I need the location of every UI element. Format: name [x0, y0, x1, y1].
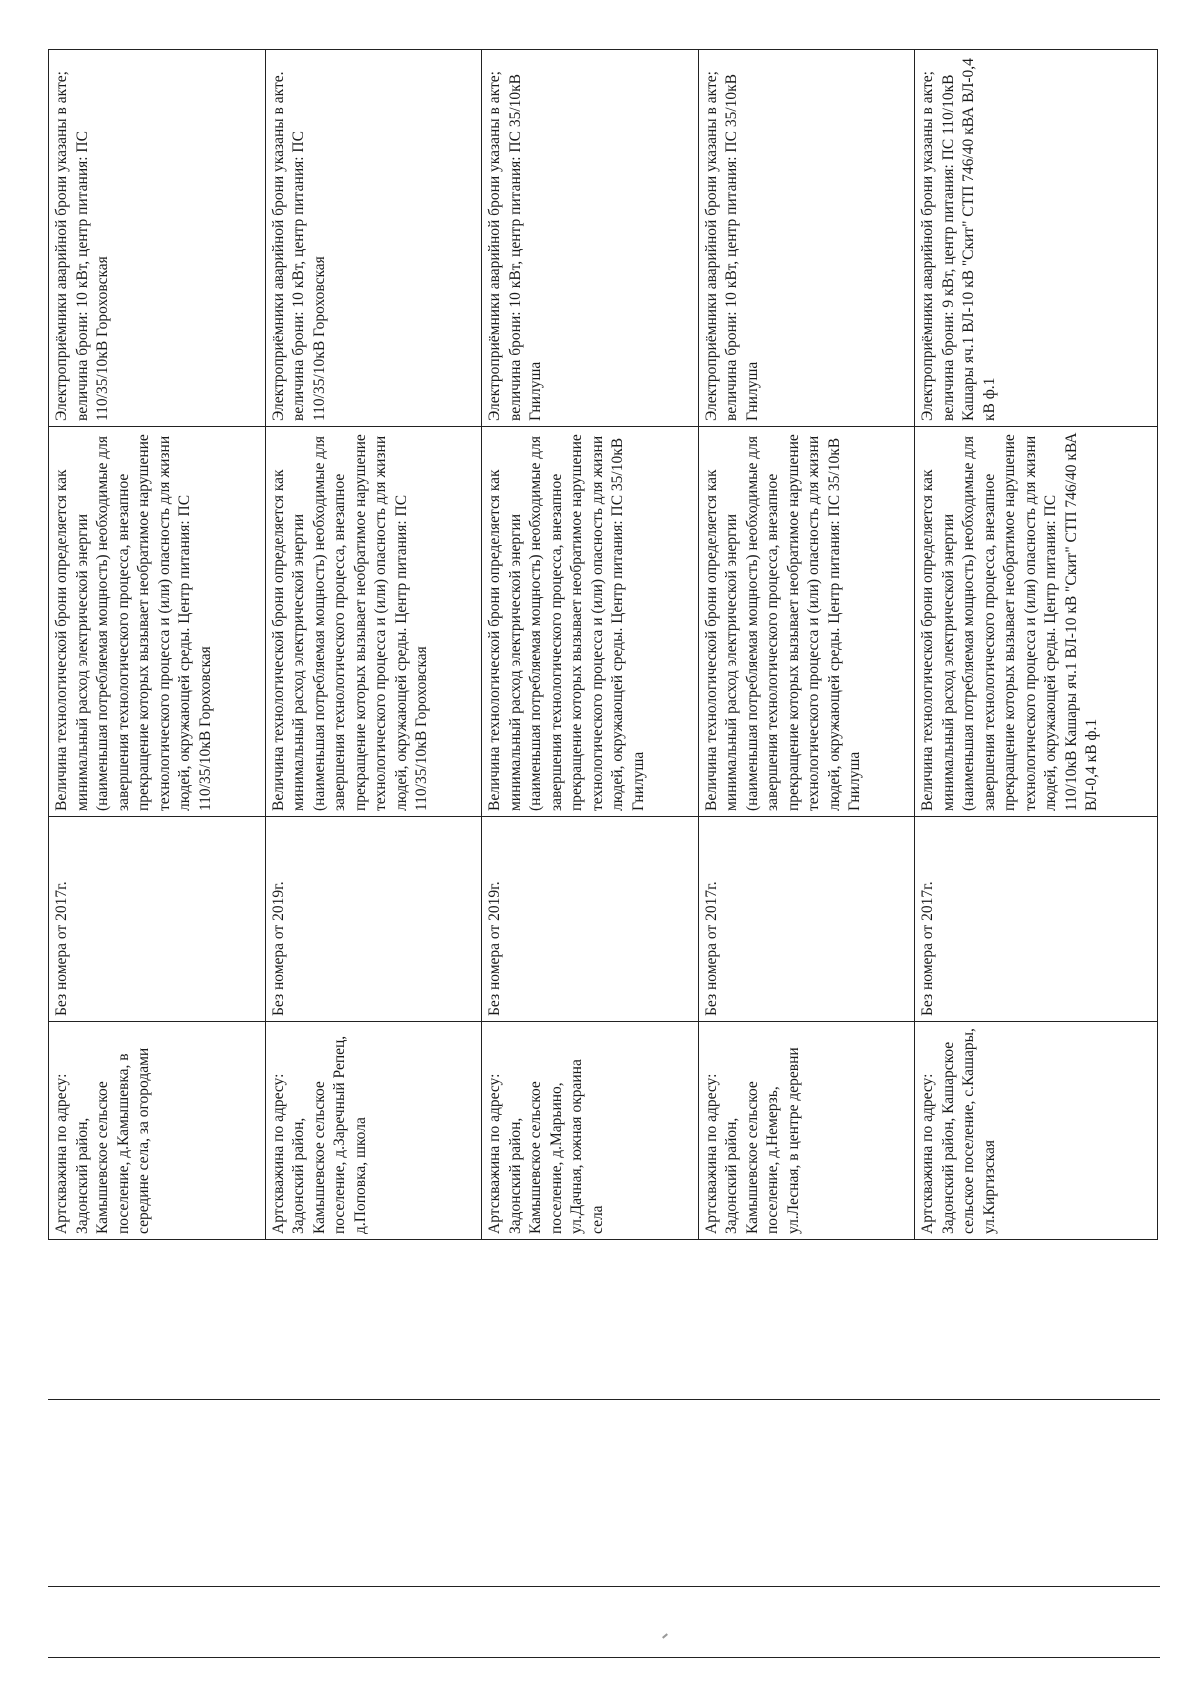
act-text: Без номера от 2017г. — [702, 881, 720, 1016]
act-text: Без номера от 2017г. — [919, 881, 937, 1016]
tech-reserve-text: Величина технологической брони определяется как минимальный расход электрической энергии (наименьшая потребляемая мощность) необходимые для завершения технологического процесса, внезапное прекращение которых вызывает необратимое нарушение технологического процесса и (или) опасность для жизни людей, окружающей среды. Центр питания: ПС 110/35/10кВ Гороховская — [269, 434, 431, 811]
act-cell — [49, 817, 266, 1022]
object-text: Артскважина по адресу: Задонский район, Камышевское сельское поселение, д.Заречный Репец, д.Поповка, школа — [269, 1035, 369, 1234]
table-row — [265, 50, 482, 1240]
tech-reserve-cell — [915, 427, 1158, 817]
emergency-reserve-text: Электроприёмники аварийной брони указаны в акте; величина брони: 10 кВт, центр питания: ПС 35/10кВ Гнилуша — [702, 71, 761, 421]
emergency-reserve-text: Электроприёмники аварийной брони указаны в акте; величина брони: 9 кВт, центр питания: ПС 110/10кВ Кашары яч.1 ВЛ-10 кВ "Скит" СТП 746/40 кВА ВЛ-0,4 кВ ф.1 — [919, 58, 998, 421]
object-cell — [49, 1022, 266, 1240]
object-text: Артскважина по адресу: Задонский район, Камышевское сельское поселение, д.Немерзь, ул.Лесная, в центре деревни — [702, 1047, 802, 1234]
emergency-reserve-text: Электроприёмники аварийной брони указаны в акте. величина брони: 10 кВт, центр питания: ПС 110/35/10кВ Гороховская — [269, 71, 328, 421]
tech-reserve-cell — [265, 427, 482, 817]
object-cell — [482, 1022, 699, 1240]
horizontal-rule — [48, 1657, 1160, 1658]
tech-reserve-cell — [49, 427, 266, 817]
act-text: Без номера от 2017г. — [53, 881, 70, 1016]
tech-reserve-text: Величина технологической брони определяется как минимальный расход электрической энергии (наименьшая потребляемая мощность) необходимые для завершения технологического процесса, внезапное прекращение которых вызывает необратимое нарушение технологического процесса и (или) опасность для жизни людей, окружающей среды. Центр питания: ПС 110/35/10кВ Гороховская — [53, 434, 214, 811]
emergency-reserve-cell — [49, 50, 266, 427]
tech-reserve-text: Величина технологической брони определяется как минимальный расход электрической энергии (наименьшая потребляемая мощность) необходимые для завершения технологического процесса, внезапное прекращение которых вызывает необратимое нарушение технологического процесса и (или) опасность для жизни людей, окружающей среды. Центр питания: ПС 35/10кВ Гнилуша — [702, 434, 864, 811]
table-row — [482, 50, 699, 1240]
object-cell — [915, 1022, 1158, 1240]
tech-reserve-cell — [698, 427, 915, 817]
emergency-reserve-cell — [698, 50, 915, 427]
emergency-reserve-text: Электроприёмники аварийной брони указаны в акте; величина брони: 10 кВт, центр питания: ПС 35/10кВ Гнилуша — [486, 71, 545, 421]
act-cell — [265, 817, 482, 1022]
object-text: Артскважина по адресу: Задонский район, Камышевское сельское поселение, д.Камышевка, в середине села, за огородами — [53, 1047, 152, 1234]
emergency-reserve-text: Электроприёмники аварийной брони указаны в акте; величина брони: 10 кВт, центр питания: ПС 110/35/10кВ Гороховская — [53, 71, 111, 421]
emergency-reserve-cell — [482, 50, 699, 427]
object-cell — [698, 1022, 915, 1240]
table-row — [49, 50, 266, 1240]
act-cell — [915, 817, 1158, 1022]
table-row — [915, 50, 1158, 1240]
object-text: Артскважина по адресу: Задонский район, Кашарское сельское поселение, с.Кашары, ул.Киргизская — [919, 1028, 998, 1234]
table-row — [698, 50, 915, 1240]
tech-reserve-text: Величина технологической брони определяется как минимальный расход электрической энергии (наименьшая потребляемая мощность) необходимые для завершения технологического процесса, внезапное прекращение которых вызывает необратимое нарушение технологического процесса и (или) опасность для жизни людей, окружающей среды. Центр питания: ПС 110/10кВ Кашары яч.1 ВЛ-10 кВ "Скит" СТП 746/40 кВА ВЛ-0,4 кВ ф.1 — [919, 432, 1101, 811]
act-cell — [698, 817, 915, 1022]
reserve-table — [48, 49, 1158, 1240]
emergency-reserve-cell — [915, 50, 1158, 427]
rotated-table-container — [48, 50, 1158, 1240]
emergency-reserve-cell — [265, 50, 482, 427]
act-cell — [482, 817, 699, 1022]
horizontal-rule — [48, 1399, 1160, 1400]
horizontal-rule — [48, 1586, 1160, 1587]
act-text: Без номера от 2019г. — [269, 881, 287, 1016]
scan-speck — [662, 1633, 668, 1638]
object-cell — [265, 1022, 482, 1240]
tech-reserve-cell — [482, 427, 699, 817]
tech-reserve-text: Величина технологической брони определяется как минимальный расход электрической энергии (наименьшая потребляемая мощность) необходимые для завершения технологического процесса, внезапное прекращение которых вызывает необратимое нарушение технологического процесса и (или) опасность для жизни людей, окружающей среды. Центр питания: ПС 35/10кВ Гнилуша — [486, 434, 647, 811]
object-text: Артскважина по адресу: Задонский район, Камышевское сельское поселение, д.Марьино, ул.Дачная, южная окраина села — [486, 1059, 606, 1234]
act-text: Без номера от 2019г. — [486, 881, 504, 1016]
